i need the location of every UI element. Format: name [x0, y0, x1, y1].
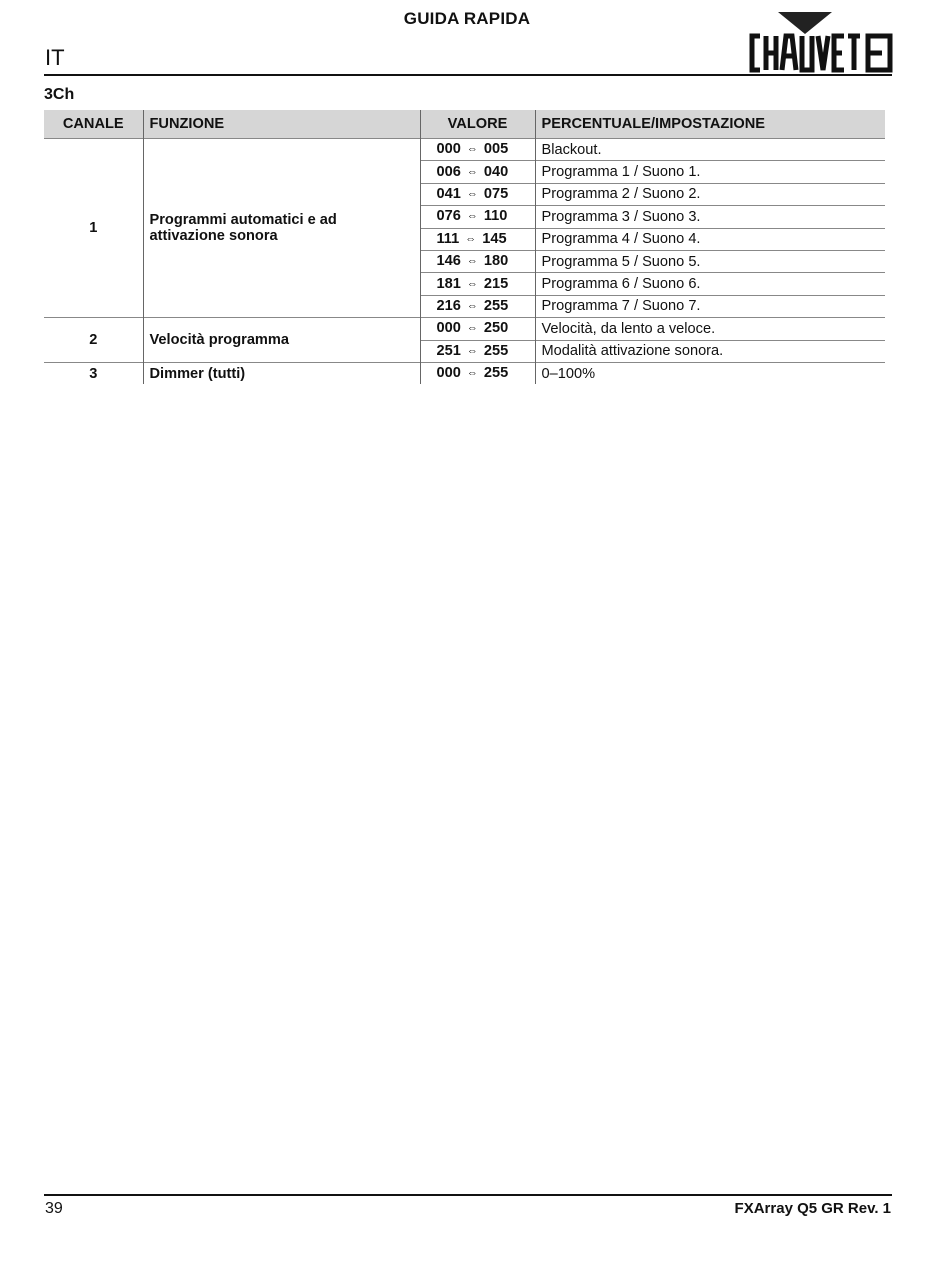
value-from: 000 [436, 141, 461, 158]
value-setting: Programma 3 / Suono 3. [535, 206, 885, 228]
chauvet-dj-logo [748, 12, 894, 74]
table-row [44, 139, 885, 161]
value-setting: 0–100% [535, 362, 885, 384]
value-to: 250 [483, 320, 509, 337]
value-from: 006 [436, 163, 461, 180]
value-range [420, 295, 535, 317]
channel-number: 3 [44, 362, 143, 384]
value-from: 216 [436, 297, 461, 314]
range-arrow-icon: ⇔ [465, 232, 477, 245]
value-setting: Modalità attivazione sonora. [535, 340, 885, 362]
value-range [420, 228, 535, 250]
value-setting: Velocità, da lento a veloce. [535, 318, 885, 340]
value-range [420, 362, 535, 384]
table-header-row [44, 110, 885, 139]
logo-text: CHAUVET DJ [748, 12, 755, 13]
col-header-value: VALORE [420, 110, 535, 139]
range-arrow-icon: ⇔ [466, 143, 478, 156]
table-row [44, 362, 885, 384]
value-setting: Programma 5 / Suono 5. [535, 250, 885, 272]
value-setting: Programma 6 / Suono 6. [535, 273, 885, 295]
channel-function: Programmi automatici e ad attivazione sonora [143, 139, 420, 318]
value-setting: Programma 7 / Suono 7. [535, 295, 885, 317]
table-body [44, 139, 885, 385]
value-to: 110 [483, 208, 508, 225]
col-header-function: FUNZIONE [143, 110, 420, 139]
value-to: 040 [483, 163, 509, 180]
value-from: 181 [436, 275, 461, 292]
value-from: 111 [436, 230, 460, 247]
value-to: 180 [483, 253, 509, 270]
channel-number: 1 [44, 139, 143, 318]
value-from: 000 [436, 365, 461, 382]
range-arrow-icon: ⇔ [466, 367, 478, 380]
value-range [420, 250, 535, 272]
value-setting: Blackout. [535, 139, 885, 161]
table-row [44, 318, 885, 340]
value-setting: Programma 2 / Suono 2. [535, 183, 885, 205]
value-from: 146 [436, 253, 461, 270]
value-range [420, 161, 535, 183]
range-arrow-icon: ⇔ [466, 165, 478, 178]
value-range [420, 273, 535, 295]
value-to: 255 [483, 342, 509, 359]
value-range [420, 318, 535, 340]
range-arrow-icon: ⇔ [466, 299, 478, 312]
range-arrow-icon: ⇔ [466, 322, 478, 335]
page-number: 39 [45, 1200, 63, 1217]
channel-function: Dimmer (tutti) [143, 362, 420, 384]
value-to: 255 [483, 297, 509, 314]
value-from: 076 [436, 208, 461, 225]
header-rule [44, 74, 892, 76]
footer-rule [44, 1194, 892, 1196]
doc-title: GUIDA RAPIDA [403, 9, 531, 28]
document-name: FXArray Q5 GR Rev. 1 [734, 1200, 891, 1217]
value-range [420, 139, 535, 161]
range-arrow-icon: ⇔ [466, 210, 478, 223]
value-from: 251 [436, 342, 461, 359]
value-to: 075 [483, 185, 509, 202]
channel-function: Velocità programma [143, 318, 420, 363]
range-arrow-icon: ⇔ [466, 187, 478, 200]
col-header-channel: CANALE [44, 110, 143, 139]
value-from: 000 [436, 320, 461, 337]
value-range [420, 206, 535, 228]
value-setting: Programma 1 / Suono 1. [535, 161, 885, 183]
value-range [420, 183, 535, 205]
language-code: IT [45, 45, 65, 70]
range-arrow-icon: ⇔ [466, 255, 478, 268]
dmx-channel-table [44, 110, 885, 384]
value-to: 145 [482, 230, 507, 247]
range-arrow-icon: ⇔ [466, 277, 478, 290]
range-arrow-icon: ⇔ [466, 344, 478, 357]
section-title: 3Ch [44, 86, 75, 103]
value-range [420, 340, 535, 362]
channel-number: 2 [44, 318, 143, 363]
value-to: 215 [483, 275, 509, 292]
value-to: 255 [483, 365, 509, 382]
col-header-setting: PERCENTUALE/IMPOSTAZIONE [535, 110, 885, 139]
value-from: 041 [436, 185, 461, 202]
value-to: 005 [483, 141, 509, 158]
value-setting: Programma 4 / Suono 4. [535, 228, 885, 250]
